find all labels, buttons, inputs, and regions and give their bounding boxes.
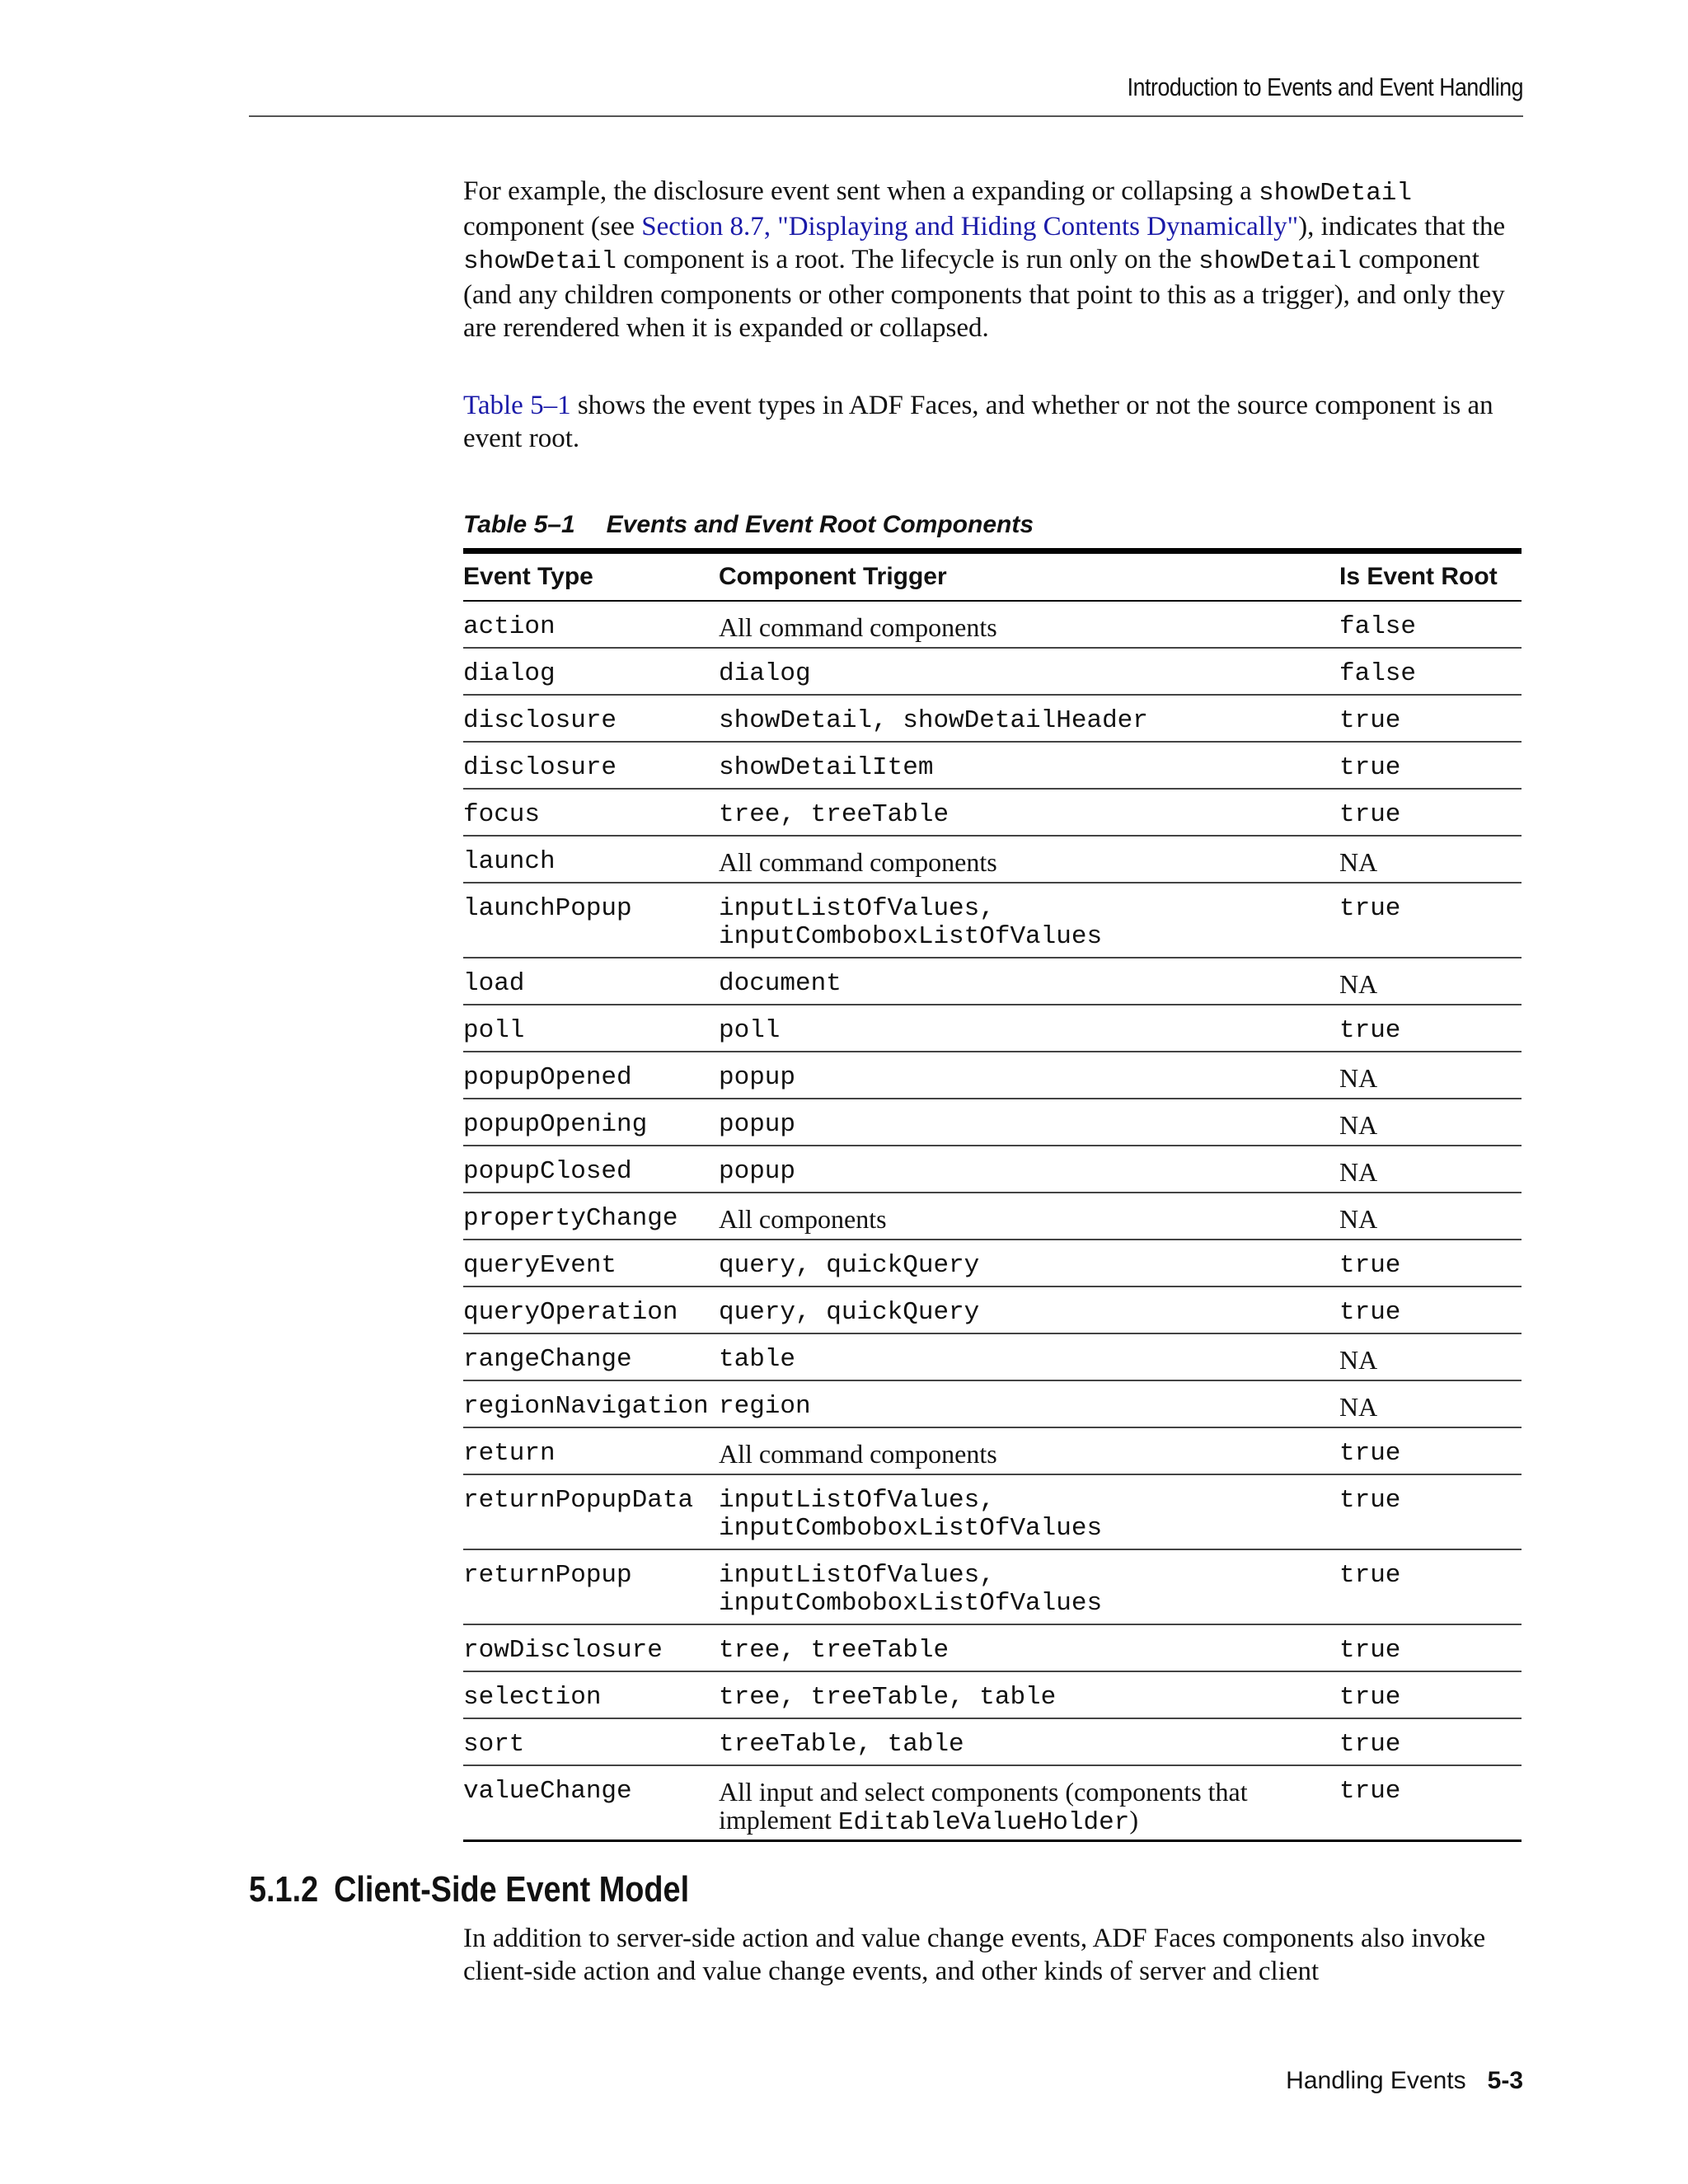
cell-event-type: focus xyxy=(463,789,719,836)
trigger-line-1: query, quickQuery xyxy=(719,1251,980,1280)
cell-component-trigger xyxy=(719,1380,1339,1427)
trigger-line-2-suffix: ) xyxy=(1129,1805,1138,1835)
cell-is-event-root: true xyxy=(1339,789,1522,836)
table-row xyxy=(463,1052,1522,1099)
cell-component-trigger xyxy=(719,1193,1339,1240)
cell-event-type: queryEvent xyxy=(463,1240,719,1286)
table-row xyxy=(463,1474,1522,1549)
cell-is-event-root: true xyxy=(1339,1624,1522,1671)
cell-event-type: queryOperation xyxy=(463,1286,719,1333)
intro-paragraph xyxy=(463,175,1526,344)
section-8-7-link[interactable]: Section 8.7, "Displaying and Hiding Contents Dynamically" xyxy=(641,212,1299,241)
trigger-line-1: region xyxy=(719,1392,811,1421)
table-row xyxy=(463,1549,1522,1624)
trigger-line-1: document xyxy=(719,969,842,998)
table-row xyxy=(463,1624,1522,1671)
table-row xyxy=(463,789,1522,836)
trigger-line-1: All command components xyxy=(719,1439,997,1469)
cell-component-trigger xyxy=(719,1718,1339,1765)
cell-event-type: load xyxy=(463,958,719,1005)
cell-component-trigger xyxy=(719,1765,1339,1841)
cell-event-type: poll xyxy=(463,1005,719,1052)
cell-event-type: popupClosed xyxy=(463,1146,719,1193)
code-showdetail-3: showDetail xyxy=(1198,247,1353,276)
header-rule xyxy=(249,115,1523,117)
cell-is-event-root: true xyxy=(1339,1718,1522,1765)
cell-component-trigger xyxy=(719,789,1339,836)
trigger-line-1: popup xyxy=(719,1110,796,1139)
cell-component-trigger xyxy=(719,742,1339,789)
table-row xyxy=(463,1718,1522,1765)
table-row xyxy=(463,1240,1522,1286)
page-footer xyxy=(1286,2067,1523,2095)
cell-component-trigger xyxy=(719,1624,1339,1671)
table-row xyxy=(463,601,1522,648)
intro-text-5: component (and any children components or other components that point to this as a trigger), and only they are rerendered when it is expanded or collapsed. xyxy=(463,245,1505,343)
table-row xyxy=(463,1380,1522,1427)
cell-component-trigger xyxy=(719,648,1339,695)
header-is-event-root: Is Event Root xyxy=(1339,551,1522,602)
trigger-line-1: All command components xyxy=(719,612,997,642)
section-paragraph: In addition to server-side action and value change events, ADF Faces components also invoke client-side action and value change events, and other kinds of server and client xyxy=(463,1924,1486,1986)
trigger-line-1: query, quickQuery xyxy=(719,1298,980,1327)
table-row xyxy=(463,1005,1522,1052)
cell-is-event-root: true xyxy=(1339,883,1522,958)
trigger-line-1: tree, treeTable xyxy=(719,800,950,829)
cell-component-trigger xyxy=(719,1333,1339,1380)
table-row xyxy=(463,648,1522,695)
code-showdetail-1: showDetail xyxy=(1258,179,1413,208)
cell-event-type: rangeChange xyxy=(463,1333,719,1380)
cell-is-event-root: NA xyxy=(1339,1380,1522,1427)
cell-event-type: returnPopupData xyxy=(463,1474,719,1549)
table-caption-title: Events and Event Root Components xyxy=(606,511,1034,538)
cell-component-trigger xyxy=(719,1099,1339,1146)
cell-is-event-root: NA xyxy=(1339,1052,1522,1099)
table-row xyxy=(463,1427,1522,1474)
page-number: 5-3 xyxy=(1487,2067,1523,2094)
cell-is-event-root: true xyxy=(1339,1240,1522,1286)
trigger-line-1: All input and select components (components that xyxy=(719,1777,1248,1807)
cell-component-trigger xyxy=(719,1474,1339,1549)
table-reference-paragraph xyxy=(463,389,1526,455)
trigger-line-1: poll xyxy=(719,1016,781,1045)
cell-is-event-root: true xyxy=(1339,695,1522,742)
trigger-line-1: inputListOfValues, xyxy=(719,894,995,923)
trigger-line-1: popup xyxy=(719,1157,796,1186)
cell-is-event-root: true xyxy=(1339,1765,1522,1841)
section-heading xyxy=(249,1869,689,1910)
cell-component-trigger xyxy=(719,695,1339,742)
trigger-line-1: popup xyxy=(719,1063,796,1092)
intro-text-2: component (see xyxy=(463,212,642,241)
table-caption-number: Table 5–1 xyxy=(463,511,575,538)
cell-is-event-root: true xyxy=(1339,1286,1522,1333)
cell-component-trigger xyxy=(719,1549,1339,1624)
trigger-line-2-prefix: implement xyxy=(719,1805,838,1835)
table-row xyxy=(463,836,1522,883)
trigger-line-1: inputListOfValues, xyxy=(719,1561,995,1590)
trigger-line-1: All components xyxy=(719,1204,887,1234)
table-row xyxy=(463,958,1522,1005)
cell-is-event-root: true xyxy=(1339,1549,1522,1624)
cell-event-type: popupOpening xyxy=(463,1099,719,1146)
cell-event-type: disclosure xyxy=(463,742,719,789)
cell-is-event-root: false xyxy=(1339,648,1522,695)
trigger-line-2-code: EditableValueHolder xyxy=(837,1808,1130,1837)
cell-is-event-root: NA xyxy=(1339,1333,1522,1380)
trigger-line-1: tree, treeTable, table xyxy=(719,1683,1057,1712)
cell-component-trigger xyxy=(719,1005,1339,1052)
intro-text-3: ), indicates that the xyxy=(1298,212,1506,241)
table-row xyxy=(463,1286,1522,1333)
table-body xyxy=(463,601,1522,1841)
cell-is-event-root: true xyxy=(1339,1005,1522,1052)
cell-event-type: launch xyxy=(463,836,719,883)
intro-text-4: component is a root. The lifecycle is run only on the xyxy=(617,245,1199,274)
cell-component-trigger xyxy=(719,601,1339,648)
cell-is-event-root: true xyxy=(1339,1427,1522,1474)
table-5-1-link[interactable]: Table 5–1 xyxy=(463,391,571,420)
cell-event-type: action xyxy=(463,601,719,648)
table-header-row xyxy=(463,551,1522,602)
cell-is-event-root: NA xyxy=(1339,1193,1522,1240)
cell-event-type: launchPopup xyxy=(463,883,719,958)
cell-event-type: returnPopup xyxy=(463,1549,719,1624)
table-row xyxy=(463,695,1522,742)
cell-component-trigger xyxy=(719,1052,1339,1099)
cell-component-trigger xyxy=(719,883,1339,958)
cell-component-trigger xyxy=(719,836,1339,883)
trigger-line-2: inputComboboxListOfValues xyxy=(719,1514,1103,1543)
cell-is-event-root: NA xyxy=(1339,1099,1522,1146)
trigger-line-1: showDetail, showDetailHeader xyxy=(719,706,1148,735)
table-row xyxy=(463,742,1522,789)
table-row xyxy=(463,1333,1522,1380)
cell-event-type: sort xyxy=(463,1718,719,1765)
table-row xyxy=(463,1146,1522,1193)
trigger-line-2: inputComboboxListOfValues xyxy=(719,922,1103,951)
table-reference-text: shows the event types in ADF Faces, and whether or not the source component is an event root. xyxy=(463,391,1493,453)
cell-is-event-root: NA xyxy=(1339,1146,1522,1193)
trigger-line-1: inputListOfValues, xyxy=(719,1486,995,1515)
cell-component-trigger xyxy=(719,958,1339,1005)
trigger-line-2: inputComboboxListOfValues xyxy=(719,1589,1103,1618)
section-title: Client-Side Event Model xyxy=(334,1869,690,1910)
header-component-trigger: Component Trigger xyxy=(719,551,1339,602)
cell-is-event-root: NA xyxy=(1339,958,1522,1005)
trigger-line-1: treeTable, table xyxy=(719,1730,964,1759)
cell-component-trigger xyxy=(719,1427,1339,1474)
cell-component-trigger xyxy=(719,1240,1339,1286)
cell-component-trigger xyxy=(719,1146,1339,1193)
cell-event-type: disclosure xyxy=(463,695,719,742)
trigger-line-1: dialog xyxy=(719,659,811,688)
header-event-type: Event Type xyxy=(463,551,719,602)
code-showdetail-2: showDetail xyxy=(463,247,617,276)
cell-component-trigger xyxy=(719,1286,1339,1333)
table-row xyxy=(463,883,1522,958)
cell-is-event-root: true xyxy=(1339,742,1522,789)
cell-event-type: propertyChange xyxy=(463,1193,719,1240)
trigger-line-1: table xyxy=(719,1345,796,1374)
section-number: 5.1.2 xyxy=(249,1869,319,1910)
cell-event-type: valueChange xyxy=(463,1765,719,1841)
cell-event-type: rowDisclosure xyxy=(463,1624,719,1671)
cell-is-event-root: true xyxy=(1339,1671,1522,1718)
trigger-line-1: All command components xyxy=(719,847,997,877)
cell-event-type: popupOpened xyxy=(463,1052,719,1099)
cell-event-type: selection xyxy=(463,1671,719,1718)
table-row xyxy=(463,1193,1522,1240)
trigger-line-1: showDetailItem xyxy=(719,753,934,782)
cell-is-event-root: true xyxy=(1339,1474,1522,1549)
cell-component-trigger xyxy=(719,1671,1339,1718)
footer-label: Handling Events xyxy=(1286,2067,1466,2094)
events-table xyxy=(463,548,1522,1842)
table-row xyxy=(463,1671,1522,1718)
running-header: Introduction to Events and Event Handling xyxy=(1127,73,1523,101)
cell-event-type: regionNavigation xyxy=(463,1380,719,1427)
trigger-line-1: tree, treeTable xyxy=(719,1636,950,1665)
table-caption xyxy=(463,511,1034,539)
table-row xyxy=(463,1765,1522,1841)
cell-is-event-root: false xyxy=(1339,601,1522,648)
cell-event-type: dialog xyxy=(463,648,719,695)
intro-text-1: For example, the disclosure event sent when a expanding or collapsing a xyxy=(463,176,1259,206)
cell-is-event-root: NA xyxy=(1339,836,1522,883)
table-row xyxy=(463,1099,1522,1146)
cell-event-type: return xyxy=(463,1427,719,1474)
